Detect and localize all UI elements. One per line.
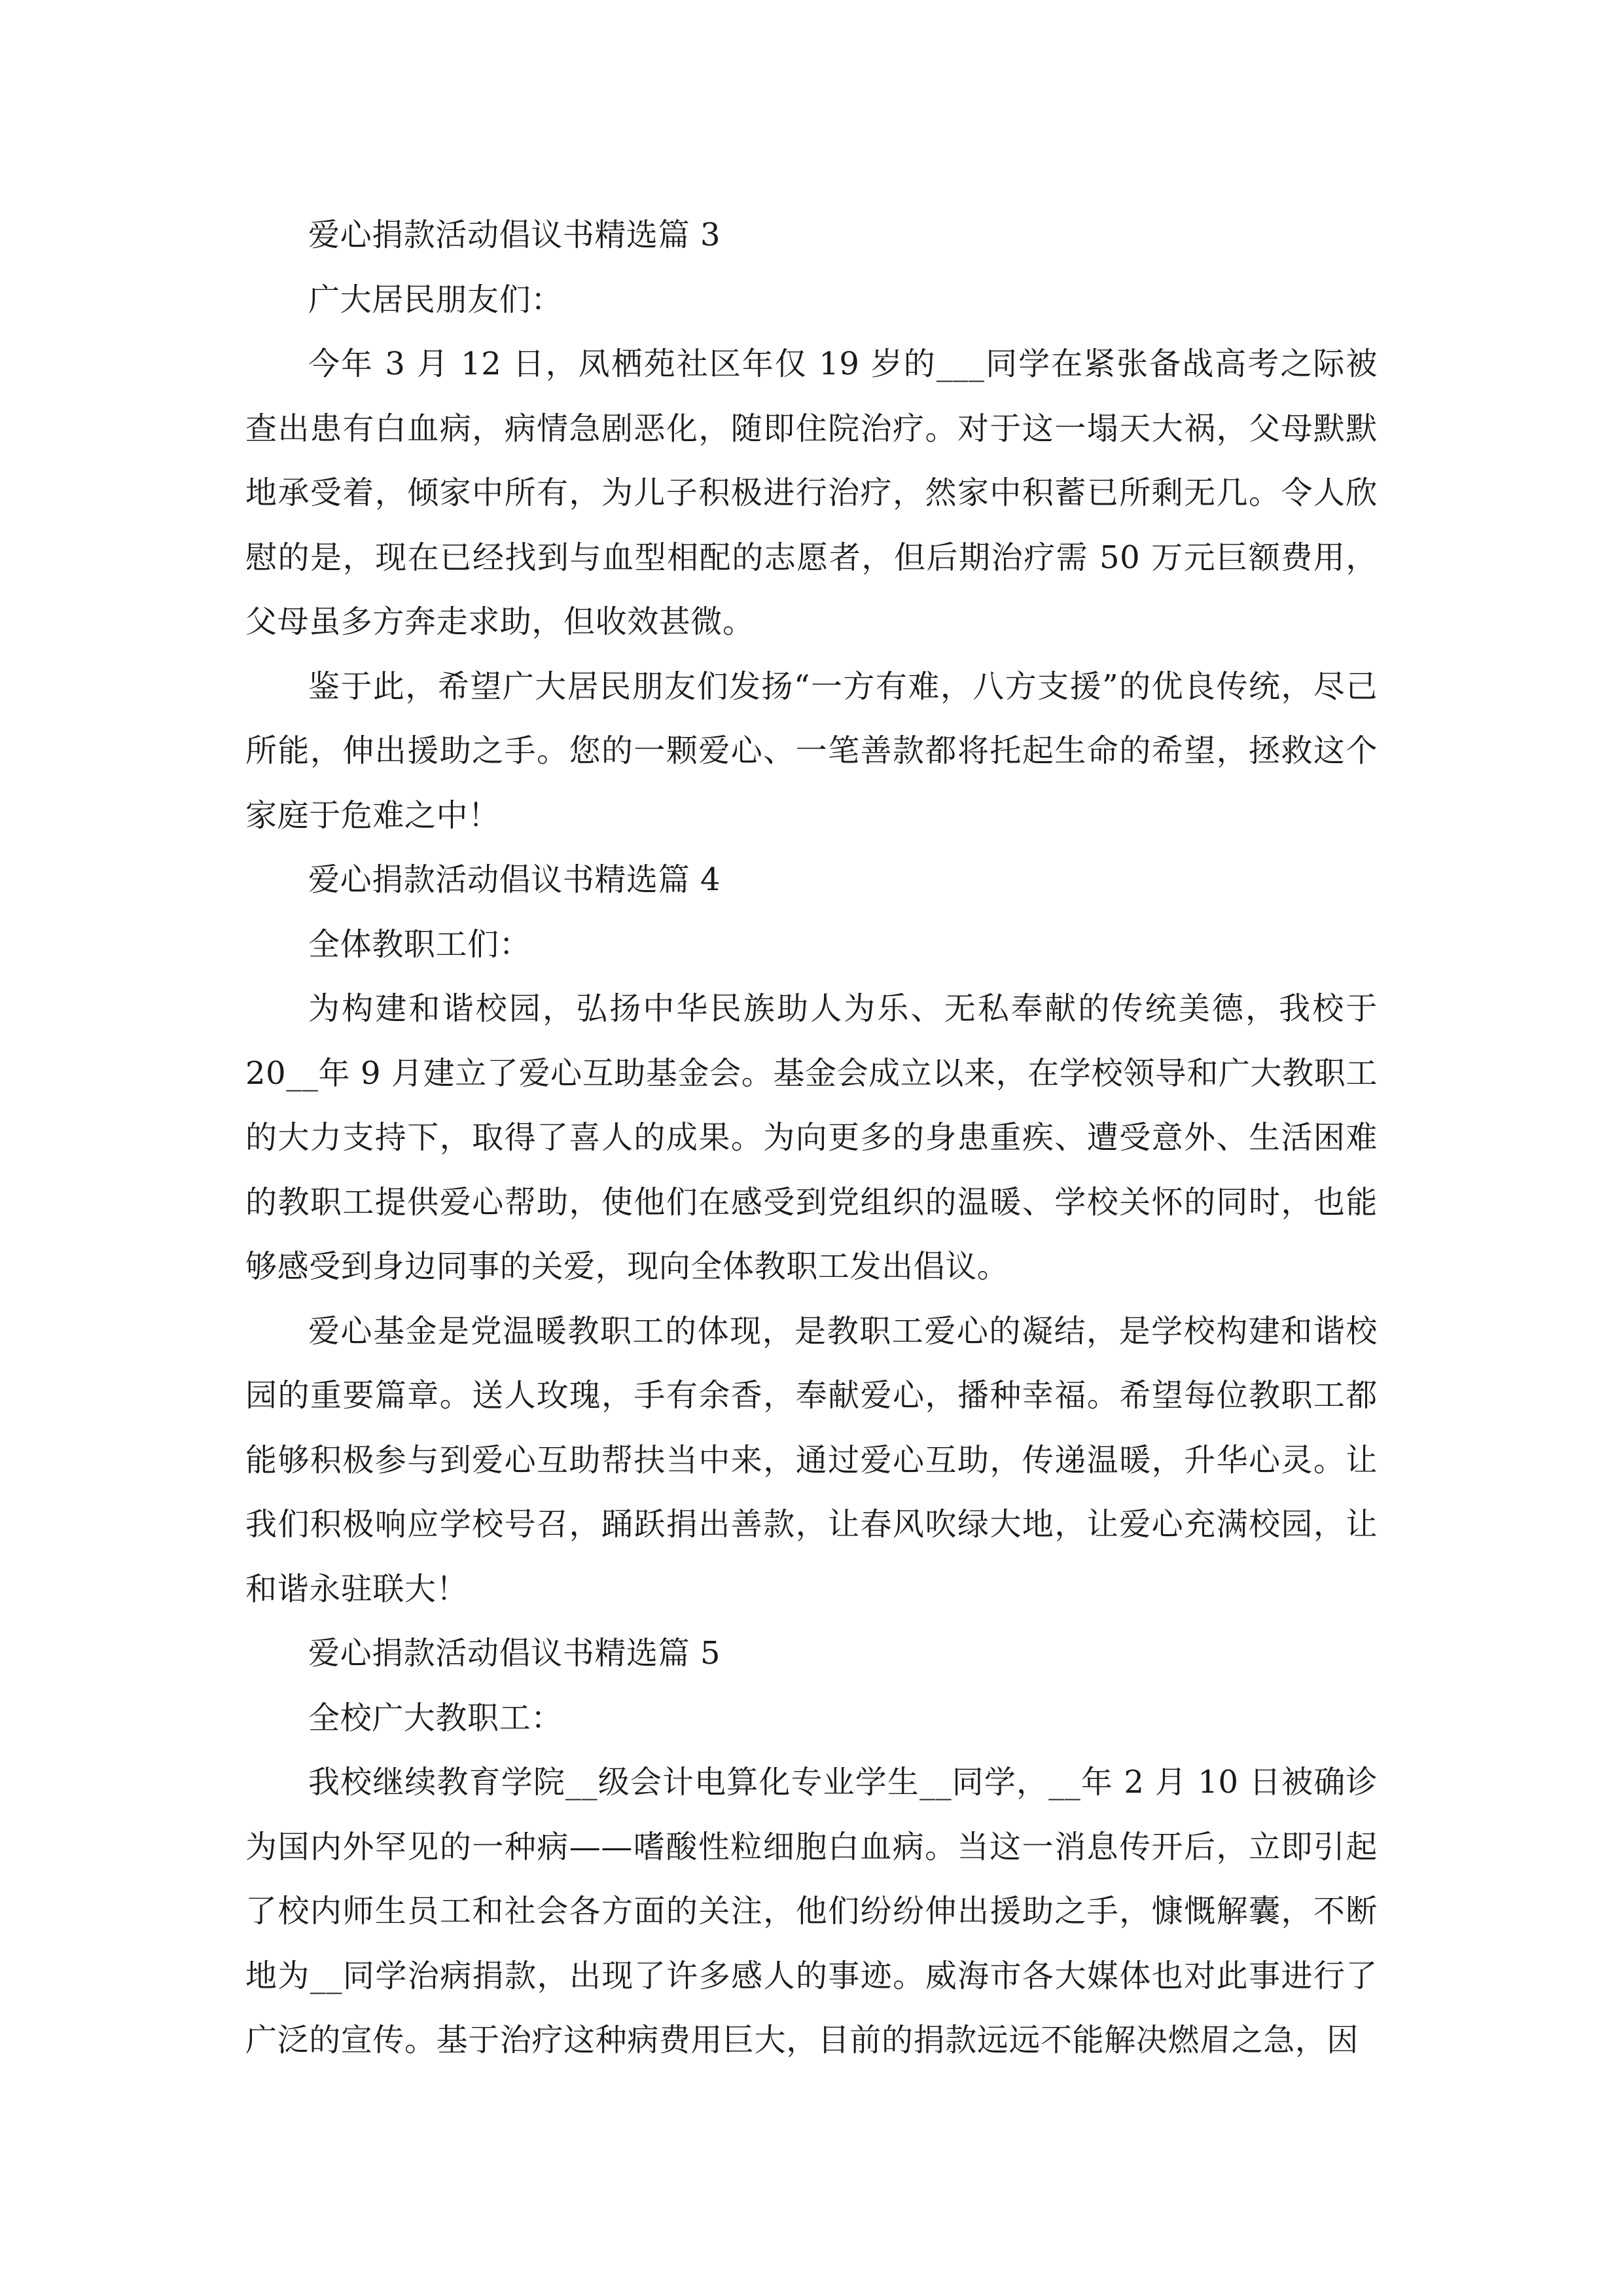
body-paragraph: 我校继续教育学院__级会计电算化专业学生__同学，__年 2 月 10 日被确诊为国内外罕见的一种病——嗜酸性粒细胞白血病。当这一消息传开后，立即引起了校内师生员工和社会各方面的关注，他们纷纷伸出援助之手，慷慨解囊，不断地为__同学治病捐款，出现了许多感人的事迹。威海市各大媒体也对此事进行了广泛的宣传。基于治疗这种病费用巨大，目前的捐款远远不能解决燃眉之急，因 (245, 1764, 1378, 2058)
body-paragraph: 今年 3 月 12 日，凤栖苑社区年仅 19 岁的___同学在紧张备战高考之际被查出患有白血病，病情急剧恶化，随即住院治疗。对于这一塌天大祸，父母默默地承受着，倾家中所有，为儿子积极进行治疗，然家中积蓄已所剩无几。令人欣慰的是，现在已经找到与血型相配的志愿者，但后期治疗需 50 万元巨额费用，父母虽多方奔走求助，但收效甚微。 (245, 346, 1378, 640)
body-paragraph: 为构建和谐校园，弘扬中华民族助人为乐、无私奉献的传统美德，我校于 20__年 9 月建立了爱心互助基金会。基金会成立以来，在学校领导和广大教职工的大力支持下，取得了喜人的成果。为向更多的身患重疾、遭受意外、生活困难的教职工提供爱心帮助，使他们在感受到党组织的温暖、学校关怀的同时，也能够感受到身边同事的关爱，现向全体教职工发出倡议。 (245, 990, 1378, 1285)
salutation-residents: 广大居民朋友们： (308, 281, 563, 318)
section-heading-5: 爱心捐款活动倡议书精选篇 5 (308, 1635, 721, 1672)
section-heading-4: 爱心捐款活动倡议书精选篇 4 (308, 861, 721, 898)
section-heading-3: 爱心捐款活动倡议书精选篇 3 (308, 217, 721, 253)
document-body (245, 203, 1378, 2073)
body-paragraph: 爱心基金是党温暖教职工的体现，是教职工爱心的凝结，是学校构建和谐校园的重要篇章。送人玫瑰，手有余香，奉献爱心，播种幸福。希望每位教职工都能够积极参与到爱心互助帮扶当中来，通过爱心互助，传递温暖，升华心灵。让我们积极响应学校号召，踊跃捐出善款，让春风吹绿大地，让爱心充满校园，让和谐永驻联大！ (245, 1312, 1378, 1607)
body-paragraph: 鉴于此，希望广大居民朋友们发扬“一方有难，八方支援”的优良传统，尽己所能，伸出援助之手。您的一颗爱心、一笔善款都将托起生命的希望，拯救这个家庭于危难之中！ (245, 668, 1378, 834)
salutation-staff: 全体教职工们： (308, 925, 531, 963)
salutation-school-staff: 全校广大教职工： (308, 1699, 563, 1736)
